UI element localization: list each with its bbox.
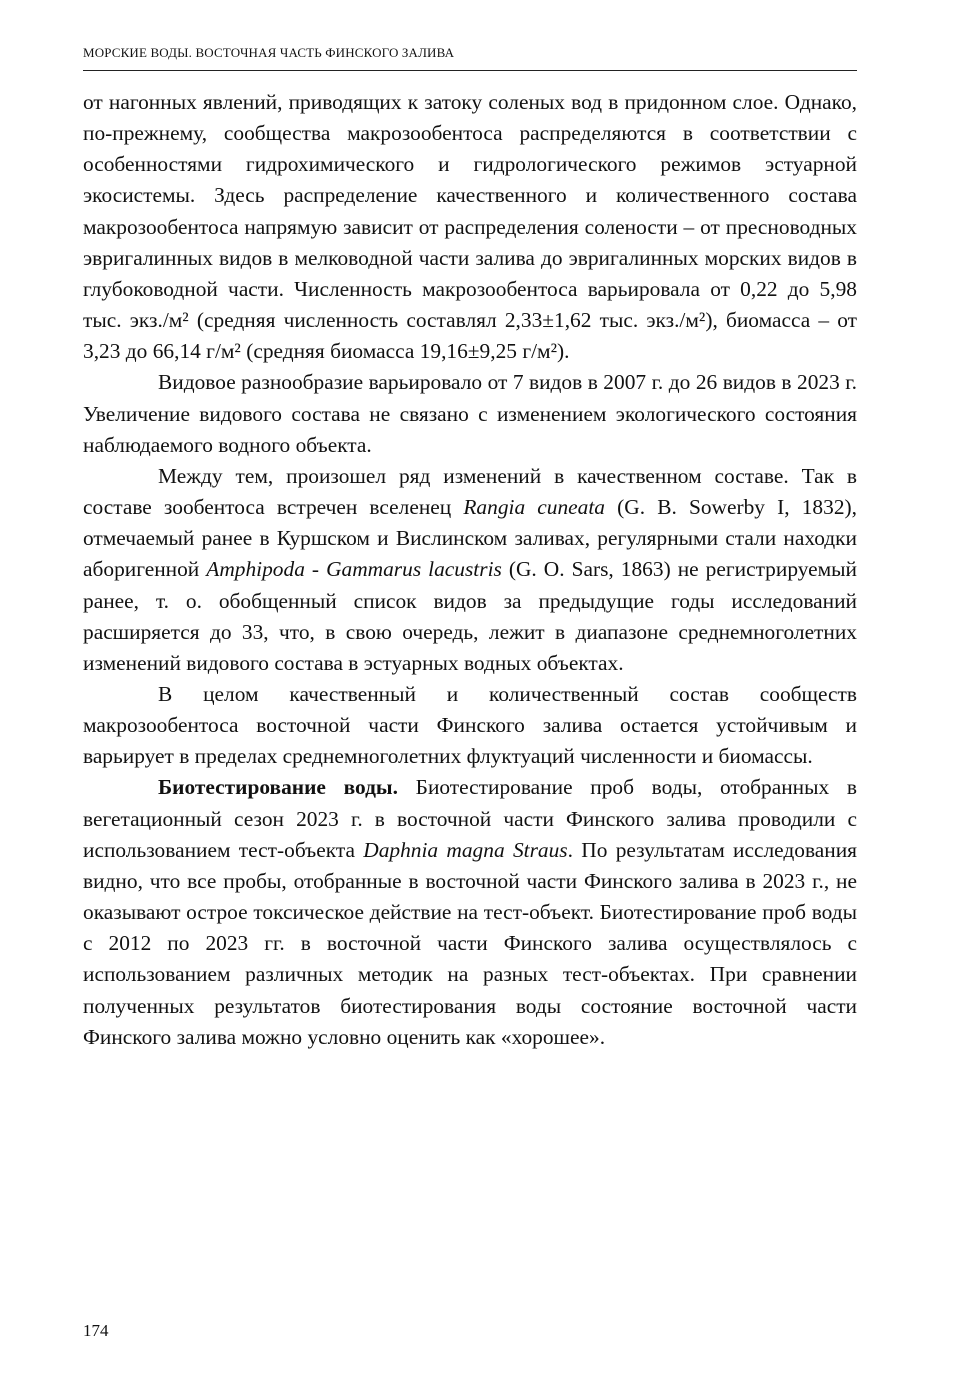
text-segment: (G. O. Sars, 1863) не регистрируемый ранее, т. о. обобщенный список видов за предыдущие годы исследований расширяется до 33, что, в свою очередь, лежит в диапазоне среднемноголетних изменений видового состава в эстуарных водных объектах.: [83, 557, 857, 675]
species-name-gammarus: Gammarus lacustris: [326, 557, 502, 582]
text-segment: . По результатам исследования видно, что все пробы, отобранные в восточной части Финского залива в 2023 г., не оказывают острое токсическое действие на тест-объект. Биотестирование проб воды с 2012 по 2023 гг. в восточной части Финского залива осуществлялось с использованием различных методик на разных тест-объектах. При сравнении полученных результатов биотестирования воды состояние восточной части Финского залива можно условно оценить как «хорошее».: [83, 837, 857, 1049]
paragraph-species-diversity: [83, 367, 857, 460]
text-segment: -: [304, 557, 327, 582]
text-segment: (G. B. Sowerby I, 1832), отмечаемый ранее в Куршском и Вислинском заливах, регулярными стали находки аборигенной: [83, 495, 857, 582]
page-number: 174: [83, 1321, 109, 1340]
paragraph-salinity-distribution: [83, 87, 857, 367]
running-header: МОРСКИЕ ВОДЫ. ВОСТОЧНАЯ ЧАСТЬ ФИНСКОГО ЗАЛИВА: [83, 45, 455, 60]
species-name-daphnia: Daphnia magna Straus: [363, 837, 568, 862]
paragraph-stability-summary: [83, 679, 857, 772]
text-segment: Между тем, произошел ряд изменений в качественном составе. Так в составе зообентоса встречен вселенец: [83, 463, 857, 520]
paragraph-text: Видовое разнообразие варьировало от 7 видов в 2007 г. до 26 видов в 2023 г. Увеличение видового состава не связано с изменением экологического состояния наблюдаемого водного объекта.: [83, 370, 857, 457]
section-heading-biotesting: Биотестирование воды.: [158, 775, 398, 800]
body-text: [83, 87, 857, 1053]
taxon-name-amphipoda: Amphipoda: [206, 557, 305, 582]
paragraph-text: от нагонных явлений, приводящих к затоку соленых вод в придонном слое. Однако, по-прежнему, сообщества макрозообентоса распределяются в соответствии с особенностями гидрохимического и гидрологического режимов эстуарной экосистемы. Здесь распределение качественного и количественного состава макрозообентоса напрямую зависит от распределения солености – от пресноводных эвригалинных видов в мелководной части залива до эвригалинных морских видов в глубоководной части. Численность макрозообентоса варьировала от 0,22 до 5,98 тыс. экз./м² (средняя численность составлял 2,33±1,62 тыс. экз./м²), биомасса – от 3,23 до 66,14 г/м² (средняя биомасса 19,16±9,25 г/м²).: [83, 90, 857, 364]
paragraph-qualitative-changes: [83, 461, 857, 679]
header-rule: [83, 70, 857, 71]
text-segment: Биотестирование проб воды, отобранных в вегетационный сезон 2023 г. в восточной части Финского залива проводили с использованием тест-объекта: [83, 775, 857, 862]
paragraph-text: В целом качественный и количественный состав сообществ макрозообентоса восточной части Финского залива остается устойчивым и варьирует в пределах среднемноголетних флуктуаций численности и биомассы.: [83, 681, 857, 769]
paragraph-biotesting: [83, 772, 857, 1052]
species-name-rangia: Rangia cuneata: [463, 495, 605, 520]
